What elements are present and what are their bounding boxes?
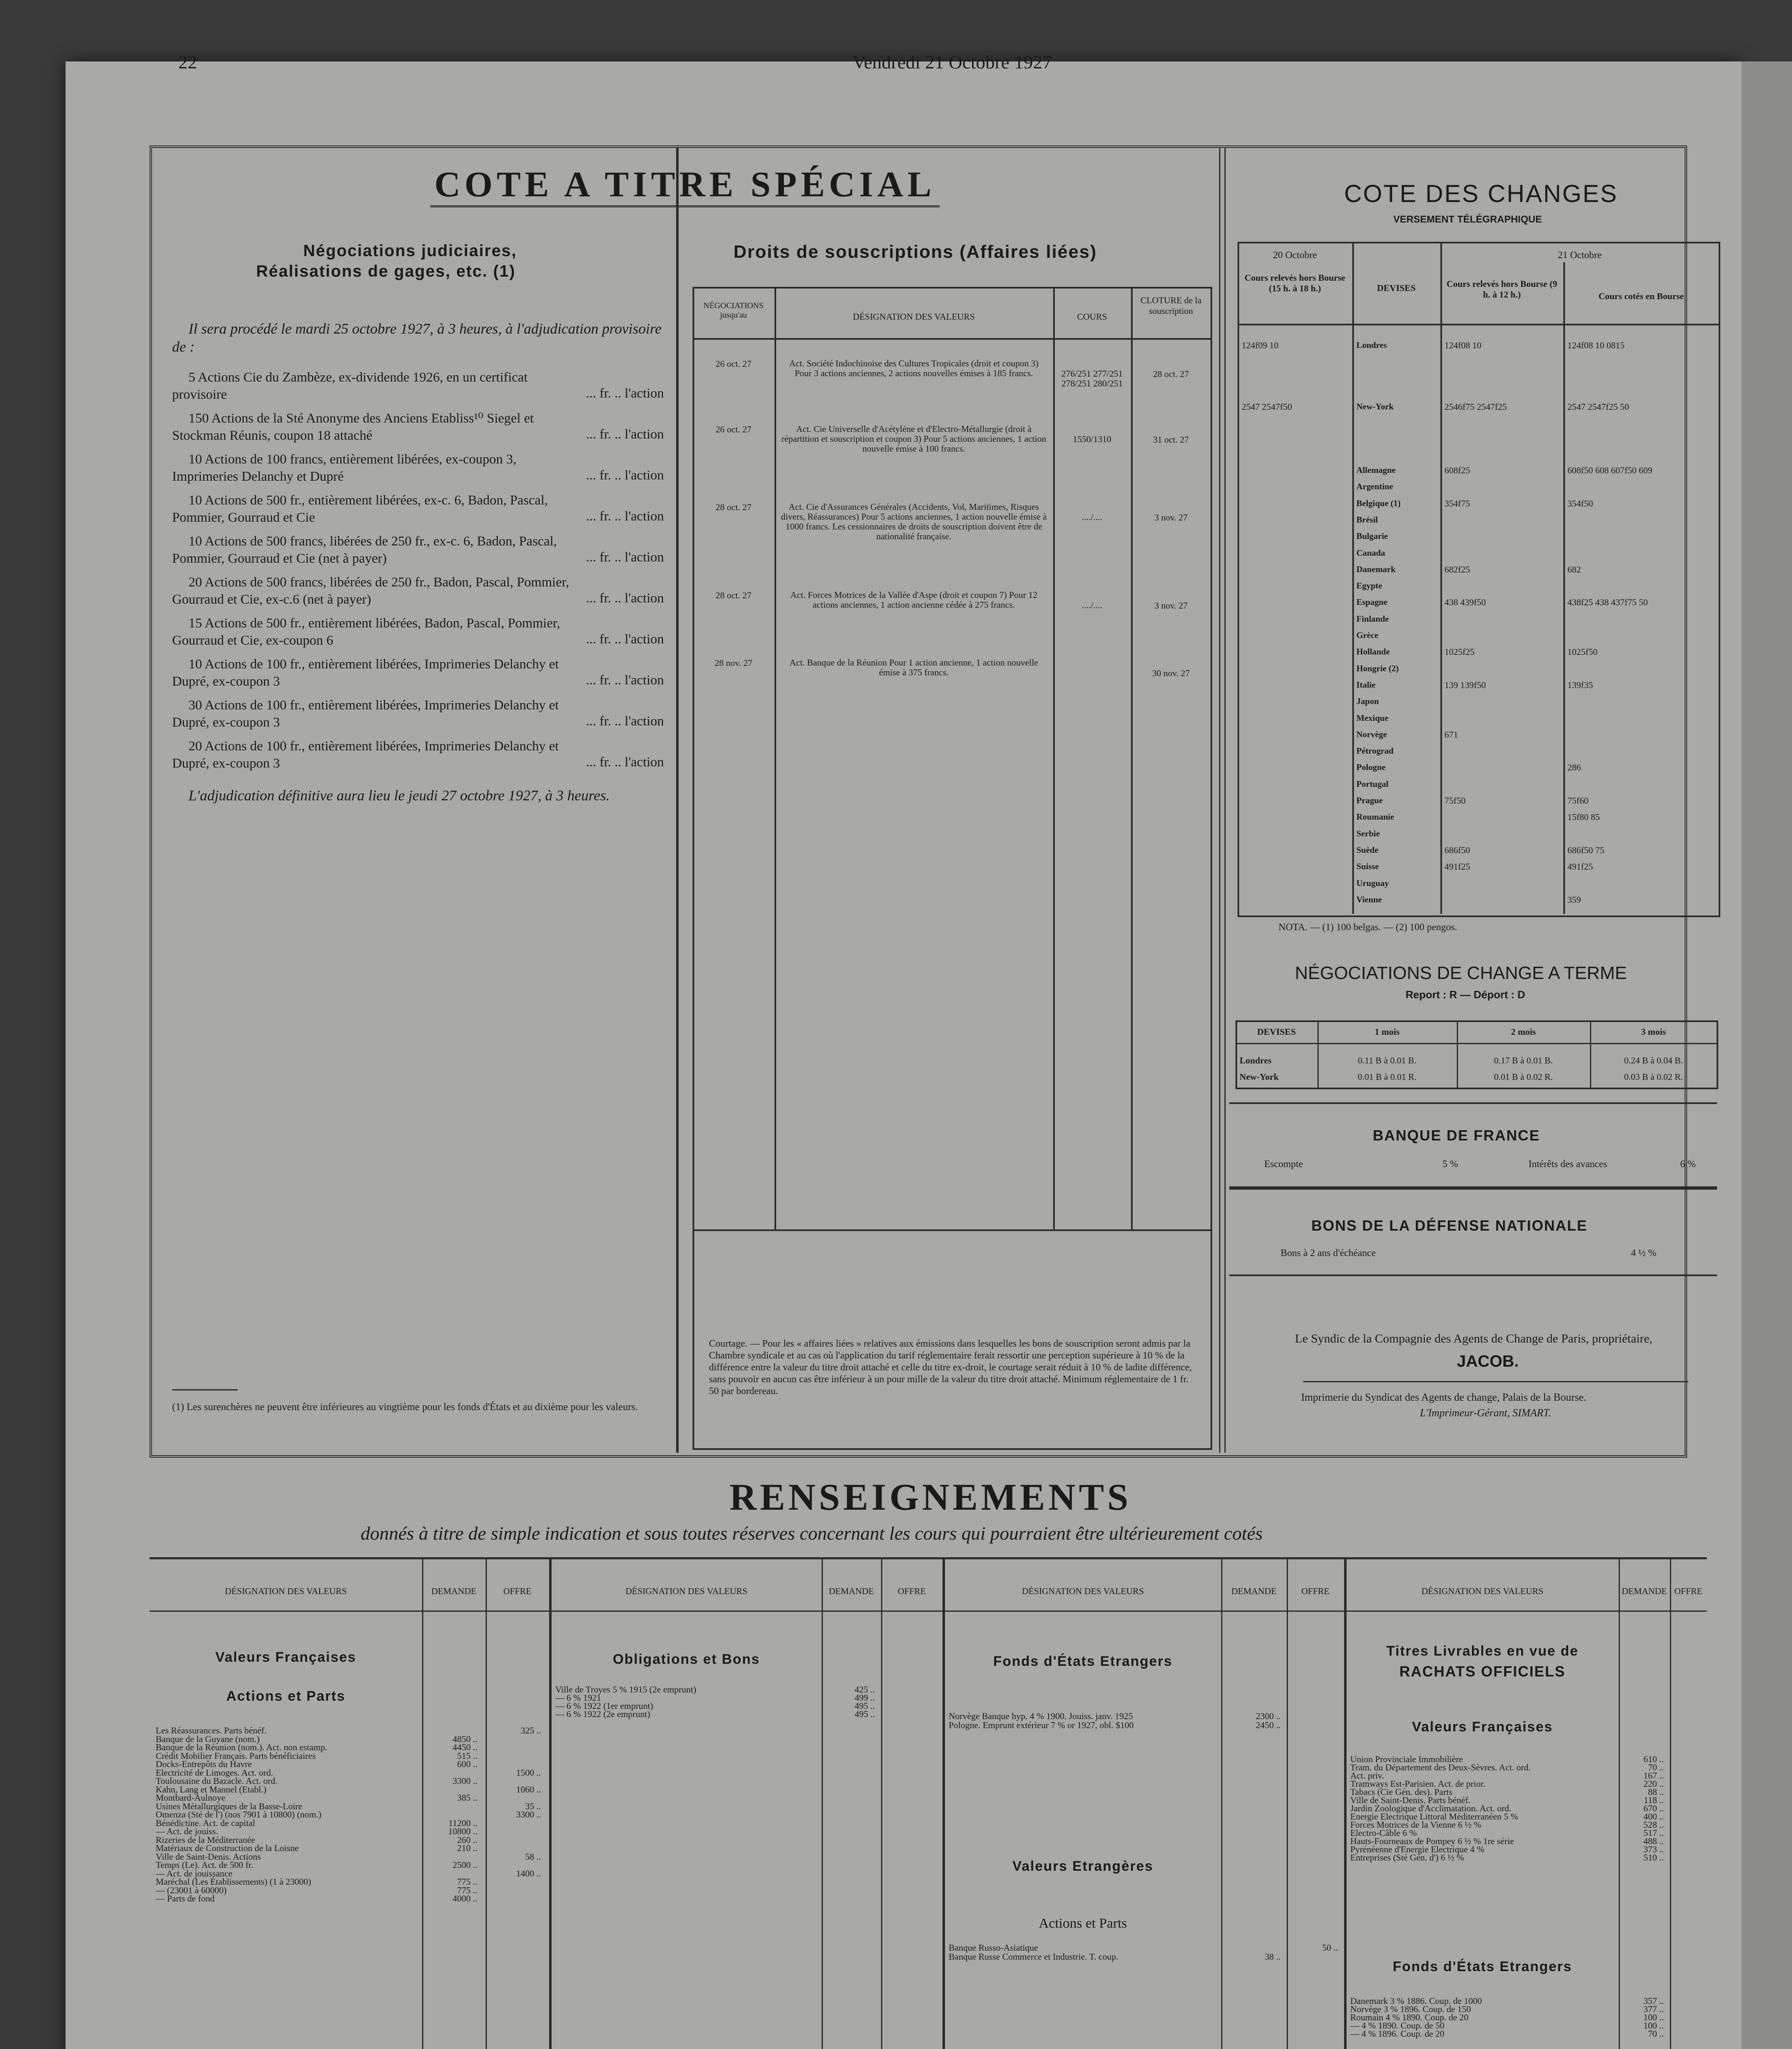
rens-row-name: Les Réassurances. Parts bénéf.: [156, 1725, 267, 1736]
rens-row-demande: 2300 ..: [1256, 1711, 1281, 1721]
renseignements-subtitle: donnés à titre de simple indication et sous toutes réserves concernant les cours qui pourraient être ultérieurement cotés: [361, 1523, 1263, 1544]
signature-rule: [1303, 1381, 1688, 1382]
rens-row-name: Electricité de Limoges. Act. ord.: [156, 1767, 273, 1778]
rens-row-demande: 357 ..: [1643, 1996, 1664, 2006]
divider-right: [1219, 148, 1226, 1453]
terme-header-2mois: 2 mois: [1511, 1027, 1536, 1037]
rens-row-name: Electro-Câble 6 %: [1350, 1828, 1417, 1838]
changes-row-bourse: 1025f50: [1567, 647, 1598, 657]
bdf-avances-label: Intérêts des avances: [1529, 1159, 1607, 1170]
rens-row-demande: 167 ..: [1643, 1770, 1664, 1781]
adjudication-item-price: ... fr. .. l'action: [586, 632, 664, 647]
terme-row-devise: New-York: [1240, 1072, 1279, 1082]
droits-col-header-date: NÉGOCIATIONS jusqu'au: [703, 301, 764, 320]
change-terme-title: NÉGOCIATIONS DE CHANGE A TERME: [1295, 963, 1627, 983]
rens-row-name: Ville de Saint-Denis. Actions: [156, 1851, 261, 1862]
rens-col3-section: Fonds d'États Etrangers: [993, 1654, 1173, 1669]
droits-row-designation: Act. Forces Motrices de la Vallée d'Aspe (droit et coupon 7) Pour 12 actions anciennes, 1 action ancienne cédée à 275 francs.: [790, 590, 1038, 610]
bons-value: 4 ½ %: [1631, 1248, 1656, 1258]
changes-row-devise: Londres: [1356, 340, 1387, 350]
changes-col3: [1563, 262, 1565, 914]
rens-header-designation-2: DÉSIGNATION DES VALEURS: [625, 1586, 747, 1596]
rens-col4-subsection2: Fonds d'États Etrangers: [1392, 1959, 1572, 1974]
rens-row-demande: 2450 ..: [1256, 1720, 1281, 1730]
rens-row-name: Banque Russo-Asiatique: [949, 1942, 1038, 1953]
rens-row-name: Jardin Zoologique d'Acclimatation. Act. ord.: [1350, 1803, 1512, 1813]
rens-row-name: Banque Russe Commerce et Industrie. T. coup.: [949, 1951, 1119, 1962]
rens-vline-10: [1619, 1559, 1620, 2049]
rens-row-demande: 70 ..: [1648, 1762, 1664, 1772]
rens-row-name: Pologne. Emprunt extérieur 7 % or 1927, obl. $100: [949, 1720, 1134, 1730]
rens-row-name: — Act. de jouissance: [156, 1868, 232, 1879]
divider-left: [676, 148, 679, 1453]
page-number: 22: [178, 52, 197, 73]
rens-row-name: Ville de Troyes 5 % 1915 (2e emprunt): [555, 1684, 696, 1695]
droits-row-date: 26 oct. 27: [715, 424, 752, 434]
rens-row-demande: 670 ..: [1643, 1803, 1664, 1813]
changes-row-hb: 354f75: [1445, 498, 1470, 509]
changes-col-21b: Cours cotés en Bourse: [1598, 291, 1684, 301]
rens-row-demande: 11200 ..: [448, 1817, 477, 1828]
droits-col-header-cours: COURS: [1077, 311, 1107, 322]
rens-row-name: Norvège 3 % 1896. Coup. de 150: [1350, 2004, 1471, 2014]
droits-title: Droits de souscriptions (Affaires liées): [734, 242, 1097, 262]
rens-row-name: Danemark 3 % 1886. Coup. de 1000: [1350, 1996, 1482, 2006]
adjudication-item-text: 20 Actions de 100 fr., entièrement libérées, Imprimeries Delanchy et Dupré, ex-coupon 3: [172, 739, 559, 771]
rens-row-name: Toulousaine du Bazacle. Act. ord.: [156, 1776, 278, 1786]
changes-row-devise: Suède: [1356, 845, 1379, 855]
rens-row-demande: 775 ..: [457, 1876, 477, 1887]
rens-row-demande: 118 ..: [1644, 1795, 1664, 1805]
changes-row-devise: New-York: [1356, 402, 1394, 411]
rens-col3-subsection2: Actions et Parts: [1038, 1916, 1127, 1931]
adjudication-item-price: ... fr. .. l'action: [586, 427, 664, 442]
rens-row-demande: 2500 ..: [452, 1860, 477, 1870]
adjudication-item-text: 5 Actions Cie du Zambèze, ex-dividende 1926, en un certificat provisoire: [172, 370, 528, 402]
droits-row-date: 28 oct. 27: [715, 590, 752, 600]
rens-row-demande: 100 ..: [1643, 2012, 1664, 2022]
terme-header-rule: [1236, 1043, 1717, 1044]
adjudication-item-price: ... fr. .. l'action: [586, 468, 664, 483]
rens-row-name: Banque de la Guyane (nom.): [156, 1733, 260, 1744]
changes-row-bourse: 124f08 10 0815: [1567, 340, 1625, 350]
bdf-escompte-label: Escompte: [1264, 1159, 1303, 1170]
changes-row-devise: Pologne: [1356, 762, 1386, 772]
rens-row-name: Tramways Est-Parisien. Act. de prior.: [1350, 1779, 1485, 1789]
signature-line1: Le Syndic de la Compagnie des Agents de Change de Paris, propriétaire,: [1295, 1332, 1653, 1345]
changes-row-bourse: 608f50 608 607f50 609: [1567, 465, 1653, 475]
adjudication-item-text: 20 Actions de 500 francs, libérées de 250 fr., Badon, Pascal, Pommier, Gourraud et Cie, ex-c.6 (net à payer): [172, 575, 569, 607]
adjudication-item-text: 10 Actions de 100 fr., entièrement libérées, Imprimeries Delanchy et Dupré, ex-coupon 3: [172, 657, 559, 689]
changes-row-devise: Allemagne: [1356, 465, 1396, 475]
rens-row-name: Tabacs (Cie Gén. des). Parts: [1350, 1787, 1452, 1797]
rens-row-demande: 600 ..: [457, 1759, 477, 1769]
changes-row-bourse: 286: [1567, 762, 1581, 773]
changes-row-hb: 682f25: [1445, 564, 1470, 575]
rens-row-offre: 1060 ..: [516, 1784, 541, 1795]
rens-row-name: Hauts-Fourneaux de Pompey 6 ½ % 1re série: [1350, 1836, 1514, 1846]
droits-row-cloture: 30 nov. 27: [1152, 668, 1190, 678]
rens-row-name: Crédit Mobilier Français. Parts bénéficiaires: [156, 1750, 316, 1761]
rens-row-name: — 4 % 1890. Coup. de 50: [1350, 2020, 1445, 2031]
rens-row-demande: 775 ..: [457, 1885, 477, 1895]
rens-row-demande: 3300 ..: [452, 1776, 477, 1786]
rens-row-name: Rizeries de la Méditerranée: [156, 1834, 255, 1845]
rens-row-demande: 515 ..: [457, 1750, 477, 1761]
rens-col4-subsection: Valeurs Françaises: [1412, 1719, 1553, 1735]
rens-row-name: Tram. du Département des Deux-Sèvres. Act. ord.: [1350, 1762, 1531, 1772]
rens-row-name: Montbard-Aulnoye: [156, 1792, 225, 1803]
changes-row-devise: Serbie: [1356, 828, 1380, 838]
rens-row-demande: 210 ..: [457, 1843, 477, 1853]
negociations-subtitle: Réalisations de gages, etc. (1): [256, 262, 516, 280]
adjudication-item-price: ... fr. .. l'action: [586, 673, 664, 688]
changes-row-hb: 686f50: [1445, 845, 1470, 855]
changes-row-devise: Roumanie: [1356, 812, 1395, 822]
adjudication-item-price: ... fr. .. l'action: [586, 509, 664, 524]
rens-header-offre-3: OFFRE: [1301, 1586, 1330, 1596]
rens-row-demande: 10800 ..: [448, 1826, 477, 1836]
droits-col3: [1131, 287, 1133, 1229]
rens-row-name: Act. priv.: [1350, 1770, 1384, 1781]
changes-row-bourse: 75f60: [1567, 795, 1589, 806]
changes-row-devise: Grèce: [1356, 630, 1379, 640]
rens-header-rule: [150, 1611, 1707, 1612]
changes-row-bourse: 354f50: [1567, 498, 1593, 509]
droits-row-cours: 1550/1310: [1072, 434, 1112, 444]
renseignements-title: RENSEIGNEMENTS: [729, 1476, 1132, 1518]
droits-row-date: 28 oct. 27: [715, 502, 752, 512]
changes-date-20: 20 Octobre: [1273, 250, 1317, 261]
rens-row-name: — Act. de jouiss.: [156, 1826, 218, 1836]
changes-date-21: 21 Octobre: [1558, 250, 1602, 261]
cote-changes-title: COTE DES CHANGES: [1344, 180, 1618, 207]
bdf-escompte-value: 5 %: [1442, 1159, 1458, 1170]
droits-row-designation: Act. Cie d'Assurances Générales (Accidents, Vol, Maritimes, Risques divers, Réassurances) Pour 5 actions anciennes, 1 action nouvelle émise à 1000 francs. Les cessionnaires de droits de souscription doivent être de nationalité française.: [781, 502, 1047, 541]
changes-row-hb: 608f25: [1445, 465, 1470, 475]
signature-gerant: L'Imprimeur-Gérant, SIMART.: [1420, 1407, 1551, 1419]
changes-row-hb: 75f50: [1445, 795, 1466, 806]
changes-row-bourse: 15f80 85: [1567, 812, 1600, 822]
rens-vline-9: [1344, 1559, 1347, 2049]
changes-row-prev: 124f09 10: [1242, 340, 1279, 350]
footnote-rule: [172, 1389, 238, 1390]
bdf-rule-bottom: [1229, 1186, 1717, 1190]
rens-col1-subsection: Actions et Parts: [226, 1688, 345, 1704]
changes-row-bourse: 491f25: [1567, 861, 1593, 872]
rens-row-name: Banque de la Réunion (nom.). Act. non estamp.: [156, 1742, 327, 1752]
rens-header-offre-1: OFFRE: [503, 1586, 531, 1596]
rens-row-demande: 4850 ..: [452, 1733, 477, 1744]
rens-row-offre: 3300 ..: [516, 1809, 541, 1820]
terme-row-1mois: 0.11 B à 0.01 B.: [1358, 1055, 1417, 1065]
courtage-note: Courtage. — Pour les « affaires liées » relatives aux émissions dans lesquelles les bons de souscription seront admis par la Chambre syndicale et au cas où l'application du tarif réglementaire ferait ressortir une perception supérieure à 10 % de la différence entre la valeur du titre droit attaché et celle du titre ex-droit, le courtage serait réduit à 10 % de ladite différence, sans pouvoir en aucun cas être inférieur à un pour mille de la valeur du titre droit attaché. Minimum réglementaire de 1 fr. 50 par bordereau.: [709, 1338, 1192, 1397]
rens-header-demande-2: DEMANDE: [829, 1586, 874, 1596]
rens-row-name: Ville de Saint-Denis. Parts bénéf.: [1350, 1795, 1471, 1805]
rens-row-name: Matériaux de Construction de la Loisne: [156, 1843, 299, 1853]
adjudication-item-price: ... fr. .. l'action: [586, 714, 664, 729]
terme-row-devise: Londres: [1240, 1055, 1272, 1065]
cote-titre-special-title: COTE A TITRE SPÉCIAL: [430, 164, 940, 207]
rens-row-demande: 88 ..: [1648, 1787, 1664, 1797]
terme-header-1mois: 1 mois: [1374, 1027, 1400, 1037]
droits-row-designation: Act. Société Indochinoise des Cultures Tropicales (droit et coupon 3) Pour 3 actions anciennes, 2 actions nouvelles émises à 185 francs.: [789, 358, 1039, 378]
changes-row-bourse: 2547 2547f25 50: [1567, 402, 1629, 412]
rens-row-offre: 58 ..: [525, 1851, 541, 1862]
rens-row-name: Omenza (Sté de l') (nos 7901 à 10800) (nom.): [156, 1809, 322, 1820]
adjudication-item-price: ... fr. .. l'action: [586, 550, 664, 565]
changes-row-devise: Uruguay: [1356, 878, 1389, 888]
rens-row-offre: 325 ..: [520, 1725, 541, 1736]
droits-row-cours: ..../....: [1081, 600, 1103, 610]
changes-col2: [1440, 243, 1442, 914]
rens-row-name: — (23001 à 60000): [156, 1885, 227, 1895]
changes-row-devise: Italie: [1356, 679, 1376, 690]
footnote: (1) Les surenchères ne peuvent être inférieures au vingtième pour les fonds d'États et au dixième pour les valeurs.: [172, 1402, 638, 1413]
rens-row-demande: 510 ..: [1643, 1852, 1664, 1863]
rens-header-offre-2: OFFRE: [897, 1586, 926, 1596]
changes-col1: [1352, 243, 1354, 914]
rens-row-demande: 70 ..: [1648, 2029, 1664, 2039]
droits-row-cours: ..../....: [1081, 512, 1103, 522]
changes-row-devise: Bulgarie: [1356, 531, 1388, 541]
adjudication-item-text: 10 Actions de 100 francs, entièrement libérées, ex-coupon 3, Imprimeries Delanchy et Dupré: [172, 452, 516, 484]
changes-header-rule: [1238, 324, 1719, 325]
rens-vline-5: [881, 1559, 882, 2049]
rens-row-name: Docks-Entrepôts du Havre: [156, 1759, 252, 1769]
rens-row-demande: 220 ..: [1643, 1779, 1664, 1789]
droits-col1: [774, 287, 776, 1229]
changes-nota: NOTA. — (1) 100 belgas. — (2) 100 pengos.: [1279, 922, 1458, 933]
droits-row-cloture: 3 nov. 27: [1154, 512, 1188, 522]
changes-row-devise: Norvège: [1356, 729, 1387, 739]
adjacent-page-edge: [1742, 61, 1792, 2049]
droits-header-rule: [693, 338, 1211, 340]
rens-row-offre: 50 ..: [1322, 1942, 1338, 1953]
adjudication-item-text: 10 Actions de 500 fr., entièrement libérées, ex-c. 6, Badon, Pascal, Pommier, Gourraud et Cie: [172, 493, 548, 525]
changes-row-devise: Brésil: [1356, 514, 1378, 525]
rens-row-offre: 35 ..: [525, 1801, 541, 1811]
changes-row-devise: Argentine: [1356, 482, 1393, 492]
rens-row-demande: 425 ..: [854, 1684, 875, 1695]
rens-header-demande-4: DEMANDE: [1622, 1586, 1667, 1596]
droits-row-cloture: 3 nov. 27: [1154, 600, 1188, 611]
droits-row-date: 26 oct. 27: [715, 359, 752, 369]
adjudication-item-price: ... fr. .. l'action: [586, 591, 664, 606]
droits-col-header-cloture: CLOTURE de la souscription: [1140, 295, 1202, 316]
rens-row-name: Union Provinciale Immobilière: [1350, 1754, 1463, 1764]
changes-row-hb: 124f08 10: [1445, 340, 1481, 350]
rens-row-demande: 495 ..: [854, 1701, 875, 1711]
bons-rule: [1229, 1274, 1717, 1276]
changes-row-devise: Espagne: [1356, 597, 1388, 607]
changes-row-devise: Prague: [1356, 795, 1383, 805]
adjudication-item-price: ... fr. .. l'action: [586, 755, 664, 770]
rens-header-offre-4: OFFRE: [1674, 1586, 1703, 1596]
changes-row-bourse: 139f35: [1567, 679, 1593, 690]
bdf-title: BANQUE DE FRANCE: [1373, 1127, 1540, 1144]
rens-vline-1: [422, 1559, 423, 2049]
rens-row-demande: 528 ..: [1643, 1820, 1664, 1830]
rens-row-name: Forces Motrices de la Vienne 6 ½ %: [1350, 1820, 1481, 1830]
rens-row-name: Norvège Banque hyp. 4 % 1900. Jouiss. janv. 1925: [949, 1711, 1133, 1721]
bdf-avances-value: 6 %: [1680, 1159, 1696, 1170]
changes-row-prev: 2547 2547f50: [1242, 402, 1292, 412]
rens-row-name: — 4 % 1896. Coup. de 20: [1350, 2029, 1445, 2039]
rens-header-designation-3: DÉSIGNATION DES VALEURS: [1022, 1586, 1144, 1596]
changes-row-bourse: 686f50 75: [1567, 845, 1604, 855]
rens-row-demande: 4000 ..: [452, 1893, 477, 1904]
rens-row-demande: 499 ..: [854, 1692, 875, 1703]
rens-row-name: Usines Métallurgiques de la Basse-Loire: [156, 1801, 302, 1811]
rens-vline-3: [549, 1559, 552, 2049]
droits-col-header-designation: DÉSIGNATION DES VALEURS: [853, 311, 975, 322]
rens-row-offre: 1400 ..: [516, 1868, 541, 1879]
rens-row-demande: 373 ..: [1643, 1844, 1664, 1854]
terme-col2: [1457, 1020, 1458, 1088]
terme-header-devises: DEVISES: [1257, 1027, 1296, 1037]
rens-row-demande: 495 ..: [854, 1709, 875, 1719]
terme-col1: [1317, 1020, 1319, 1088]
droits-table: [693, 287, 1212, 1450]
rens-row-name: — 6 % 1921: [555, 1692, 601, 1703]
rens-row-name: Pyrénéenne d'Energie Electrique 4 %: [1350, 1844, 1485, 1854]
change-terme-subtitle: Report : R — Déport : D: [1406, 988, 1525, 1001]
rens-vline-11: [1670, 1559, 1671, 2049]
rens-header-demande-1: DEMANDE: [431, 1586, 477, 1596]
rens-row-demande: 260 ..: [457, 1834, 477, 1845]
changes-col-21a: Cours relevés hors Bourse (9 h. à 12 h.): [1447, 279, 1557, 300]
adjudication-item-text: 150 Actions de la Sté Anonyme des Anciens Etabliss¹⁰ Siegel et Stockman Réunis, coupon 18 attaché: [172, 411, 534, 443]
rens-vline-8: [1287, 1559, 1288, 2049]
droits-row-cloture: 28 oct. 27: [1153, 369, 1189, 379]
droits-bottom-rule: [693, 1229, 1211, 1231]
bdf-rule-top: [1229, 1102, 1717, 1104]
page-date: Vendredi 21 Octobre 1927: [852, 52, 1052, 73]
terme-row-2mois: 0.17 B à 0.01 B.: [1494, 1055, 1553, 1065]
changes-col-devises: DEVISES: [1377, 283, 1416, 293]
rens-row-name: Entreprises (Sté Gén. d') 6 ½ %: [1350, 1852, 1464, 1863]
changes-row-devise: Hollande: [1356, 647, 1390, 657]
changes-row-hb: 2546f75 2547f25: [1445, 402, 1507, 412]
droits-col2: [1053, 287, 1055, 1229]
rens-row-name: Temps (Le). Act. de 500 fr.: [156, 1860, 253, 1870]
terme-header-3mois: 3 mois: [1641, 1027, 1666, 1037]
changes-row-devise: Canada: [1356, 547, 1385, 558]
changes-row-hb: 438 439f50: [1445, 597, 1486, 608]
terme-row-2mois: 0.01 B à 0.02 R.: [1494, 1072, 1553, 1082]
changes-row-devise: Egypte: [1356, 581, 1382, 591]
rens-row-demande: 517 ..: [1643, 1828, 1664, 1838]
rens-row-demande: 385 ..: [457, 1792, 477, 1803]
rens-row-demande: 400 ..: [1643, 1811, 1664, 1822]
changes-row-devise: Portugal: [1356, 779, 1389, 789]
changes-row-bourse: 359: [1567, 894, 1581, 905]
rens-row-demande: 377 ..: [1643, 2004, 1664, 2014]
rens-col4-section-b: RACHATS OFFICIELS: [1399, 1663, 1566, 1680]
adjudication-intro: Il sera procédé le mardi 25 octobre 1927, à 3 heures, à l'adjudication provisoire de :: [172, 320, 662, 355]
changes-row-hb: 1025f25: [1445, 647, 1475, 657]
signature-name: JACOB.: [1457, 1352, 1519, 1370]
changes-row-bourse: 682: [1567, 564, 1581, 575]
changes-row-devise: Vienne: [1356, 894, 1382, 904]
rens-vline-4: [822, 1559, 823, 2049]
rens-row-name: Bénédictine. Act. de capital: [156, 1817, 255, 1828]
rens-row-name: — 6 % 1922 (1er emprunt): [555, 1701, 653, 1711]
rens-vline-2: [486, 1559, 487, 2049]
rens-row-demande: 488 ..: [1643, 1836, 1664, 1846]
adjudication-closing: L'adjudication définitive aura lieu le jeudi 27 octobre 1927, à 3 heures.: [189, 787, 610, 804]
droits-row-cours: 276/251 277/251 278/251 280/251: [1061, 368, 1123, 388]
rens-row-name: Kahn, Lang et Mannel (Etabl.): [156, 1784, 267, 1795]
rens-col2-section: Obligations et Bons: [613, 1651, 760, 1667]
rens-row-name: — 6 % 1922 (2e emprunt): [555, 1709, 650, 1719]
droits-row-date: 28 nov. 27: [714, 658, 753, 668]
adjudication-item-price: ... fr. .. l'action: [586, 386, 664, 401]
changes-row-devise: Mexique: [1356, 713, 1389, 723]
terme-row-3mois: 0.03 B à 0.02 R.: [1624, 1072, 1683, 1082]
signature-printer: Imprimerie du Syndicat des Agents de change, Palais de la Bourse.: [1301, 1391, 1587, 1403]
rens-header-designation-4: DÉSIGNATION DES VALEURS: [1421, 1586, 1544, 1596]
rens-header-demande-3: DEMANDE: [1231, 1586, 1276, 1596]
rens-vline-6: [943, 1559, 945, 2049]
changes-row-devise: Suisse: [1356, 861, 1379, 872]
terme-row-3mois: 0.24 B à 0.04 B.: [1624, 1055, 1683, 1065]
droits-row-designation: Act. Banque de la Réunion Pour 1 action ancienne, 1 action nouvelle émise à 375 francs.: [789, 657, 1038, 677]
rens-row-name: Energie Electrique Littoral Méditerranéen 5 %: [1350, 1811, 1518, 1822]
droits-row-cloture: 31 oct. 27: [1153, 434, 1189, 445]
rens-row-demande: 610 ..: [1643, 1754, 1664, 1764]
terme-row-1mois: 0.01 B à 0.01 R.: [1358, 1072, 1417, 1082]
rens-row-name: Maréchal (Les Établissements) (1 à 23000): [156, 1876, 311, 1887]
changes-row-devise: Finlande: [1356, 613, 1389, 624]
changes-row-bourse: 438f25 438 437f75 50: [1567, 597, 1648, 608]
rens-header-designation-1: DÉSIGNATION DES VALEURS: [225, 1586, 347, 1596]
droits-row-designation: Act. Cie Universelle d'Acétylène et d'Electro-Métallurgie (droit à répartition et souscription et coupon 3) Pour 5 actions anciennes, 1 action nouvelle émise à 100 francs.: [781, 424, 1047, 454]
changes-col-20: Cours relevés hors Bourse (15 h. à 18 h.): [1245, 273, 1345, 293]
rens-row-name: Roumain 4 % 1890. Coup. de 20: [1350, 2012, 1469, 2022]
bons-title: BONS DE LA DÉFENSE NATIONALE: [1311, 1217, 1588, 1234]
terme-col3: [1590, 1020, 1591, 1088]
rens-row-offre: 1500 ..: [516, 1767, 541, 1778]
adjudication-item-text: 10 Actions de 500 francs, libérées de 250 fr., ex-c. 6, Badon, Pascal, Pommier, Gourraud et Cie (net à payer): [172, 534, 557, 566]
rens-col1-section: Valeurs Françaises: [215, 1649, 357, 1665]
bons-label: Bons à 2 ans d'échéance: [1281, 1248, 1376, 1258]
cote-changes-subtitle: VERSEMENT TÉLÉGRAPHIQUE: [1393, 214, 1542, 225]
adjudication-item-text: 30 Actions de 100 fr., entièrement libérées, Imprimeries Delanchy et Dupré, ex-coupon 3: [172, 698, 559, 730]
changes-row-devise: Belgique (1): [1356, 498, 1401, 508]
negociations-title: Négociations judiciaires,: [303, 242, 517, 260]
changes-row-devise: Pétrograd: [1356, 746, 1394, 756]
changes-row-devise: Hongrie (2): [1356, 663, 1399, 673]
rens-row-demande: 38 ..: [1265, 1951, 1281, 1962]
rens-col4-section: Titres Livrables en vue de: [1386, 1643, 1579, 1659]
rens-vline-7: [1221, 1559, 1222, 2049]
rens-row-demande: 100 ..: [1643, 2020, 1664, 2031]
changes-row-hb: 139 139f50: [1445, 679, 1486, 690]
changes-row-devise: Japon: [1356, 696, 1379, 706]
adjudication-item-text: 15 Actions de 500 fr., entièrement libérées, Badon, Pascal, Pommier, Gourraud et Cie, ex-coupon 6: [172, 616, 560, 648]
changes-row-hb: 671: [1445, 729, 1458, 740]
rens-col3-section2: Valeurs Etrangères: [1012, 1858, 1154, 1874]
changes-row-hb: 491f25: [1445, 861, 1470, 872]
rens-row-name: — Parts de fond: [156, 1893, 215, 1904]
changes-row-devise: Danemark: [1356, 564, 1396, 574]
rens-row-demande: 4450 ..: [452, 1742, 477, 1752]
